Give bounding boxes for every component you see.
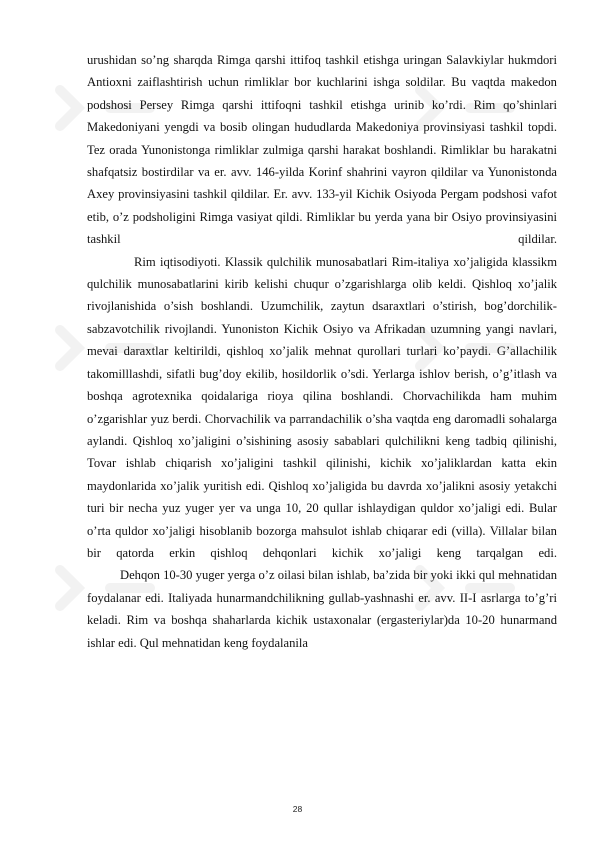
text-line: Makedoniya provinsiyasi tashkil topdi. Tez orada Yunonistonga rimliklar zulmiga: [87, 120, 558, 157]
text-line: ishlaydigan quldor xo’jaligi edi. Bular o’rta quldor xo’jaligi hisoblanib bozorga: [87, 501, 557, 538]
text-line: aylandi. Qishloq xo’jaligini o’sishining asosiy sabablari qulchilikni keng tadbiq: [87, 433, 507, 448]
text-line: dehqonlari kichik xo’jaligi keng tarqalgan edi.: [262, 545, 557, 560]
text-line: tashkil qildilar. Er. avv. 133-yil Kichik Osiyoda Pergam podshosi vafot etib, o’z: [87, 187, 557, 224]
text-line: tashkil qildilar.: [87, 232, 557, 247]
text-line: klassikm qulchilik munosabatlarini kirib kelishi chuqur o’zgarishlarga olib keldi.: [87, 254, 557, 292]
text-line: qilinishi, Tovar ishlab chiqarish xo’jaligini tashkil qilinishi, kichik xo’jaliklardan: [87, 433, 557, 471]
text-line: vaqtda makedon podshosi Persey Rimga qarshi ittifoqni tashkil etishga urinib: [87, 75, 557, 112]
text-line: Qishloq xo’jalik rivojlanishida o’sish boshlandi. Uzumchilik, zaytun dsaraxtlari: [87, 277, 557, 314]
text-line: urushidan so’ng sharqda Rimga qarshi ittifoq tashkil etishga uringan Salavkiylar: [87, 53, 504, 67]
text-line: hukmdori Antioxni zaiflashtirish uchun rimliklar bor kuchlarini ishga soldilar. Bu: [87, 53, 558, 90]
text-line: berdi. Chorvachilik va parrandachilik o’sha vaqtda eng daromadli sohalarga: [172, 411, 557, 426]
text-line: o’stirish, bog’dorchilik-sabzavotchilik rivojlandi. Yunoniston Kichik Osiyo va: [87, 299, 557, 336]
paragraph-1: [87, 49, 557, 251]
text-line: Dehqon 10-30 yuger yerga o’z oilasi bilan ishlab, ba’zida bir yoki ikki qul: [120, 568, 496, 583]
text-line: avv. II-I asrlarga to’g’ri keladi. Rim va boshqa shaharlarda kichik ustaxonalar: [87, 590, 557, 628]
text-line: Afrikadan uzumning yangi navlari, mevai daraxtlar keltirildi, qishloq xo’jalik: [87, 321, 557, 359]
text-line: (ergasteriylar)da 10-20 hunarmand ishlar edi. Qul mehnatidan keng foydalanila: [87, 613, 558, 650]
page-number: 28: [292, 804, 303, 814]
text-line: podsholigini Rimga vasiyat qildi. Rimliklar bu yerda yana bir Osiyo provinsiyasini: [132, 209, 558, 224]
document-body: [87, 49, 557, 654]
text-line: Rim iqtisodiyoti. Klassik qulchilik munosabatlari Rim-italiya xo’jaligida: [134, 254, 508, 269]
text-line: mehnat qurollari turlari ko’paydi. G’allachilik takomilllashdi, sifatli bug’doy: [87, 344, 558, 381]
text-line: ko’rdi. Rim qo’shinlari Makedoniyani yengdi va bosib olingan hududlarda: [87, 97, 557, 135]
text-line: qoidalariga rioya qilina boshlandi. Chorvachilikda ham muhim o’zgarishlar yuz: [87, 389, 558, 426]
text-line: katta ekin maydonlarida xo’jalik yuritish edi. Qishloq xo’jaligida bu davrda: [87, 456, 558, 493]
text-line: qarshi harakat boshlandi. Rimliklar bu harakatni shafqatsiz bostirdilar va er. avv.: [87, 142, 557, 180]
text-line: mahsulot ishlab chiqarar edi (villa). Villalar bilan bir qatorda erkin qishloq: [87, 523, 557, 560]
text-line: 146-yilda Korinf shahrini vayron qildilar va Yunonistonda Axey provinsiyasini: [87, 165, 557, 202]
paragraph-3: [87, 564, 557, 654]
paragraph-2: [87, 251, 557, 565]
text-line: mehnatidan foydalanar edi. Italiyada hunarmandchilikning gullab-yashnashi er.: [87, 568, 557, 605]
text-line: ekilib, hosildorlik o’sdi. Yerlarga ishlov berish, o’g’itlash va boshqa agrotexnika: [87, 366, 557, 404]
text-line: xo’jalikni asosiy yetakchi turi bir necha yuz yuger yer va unga 10, 20 qullar: [87, 478, 557, 516]
